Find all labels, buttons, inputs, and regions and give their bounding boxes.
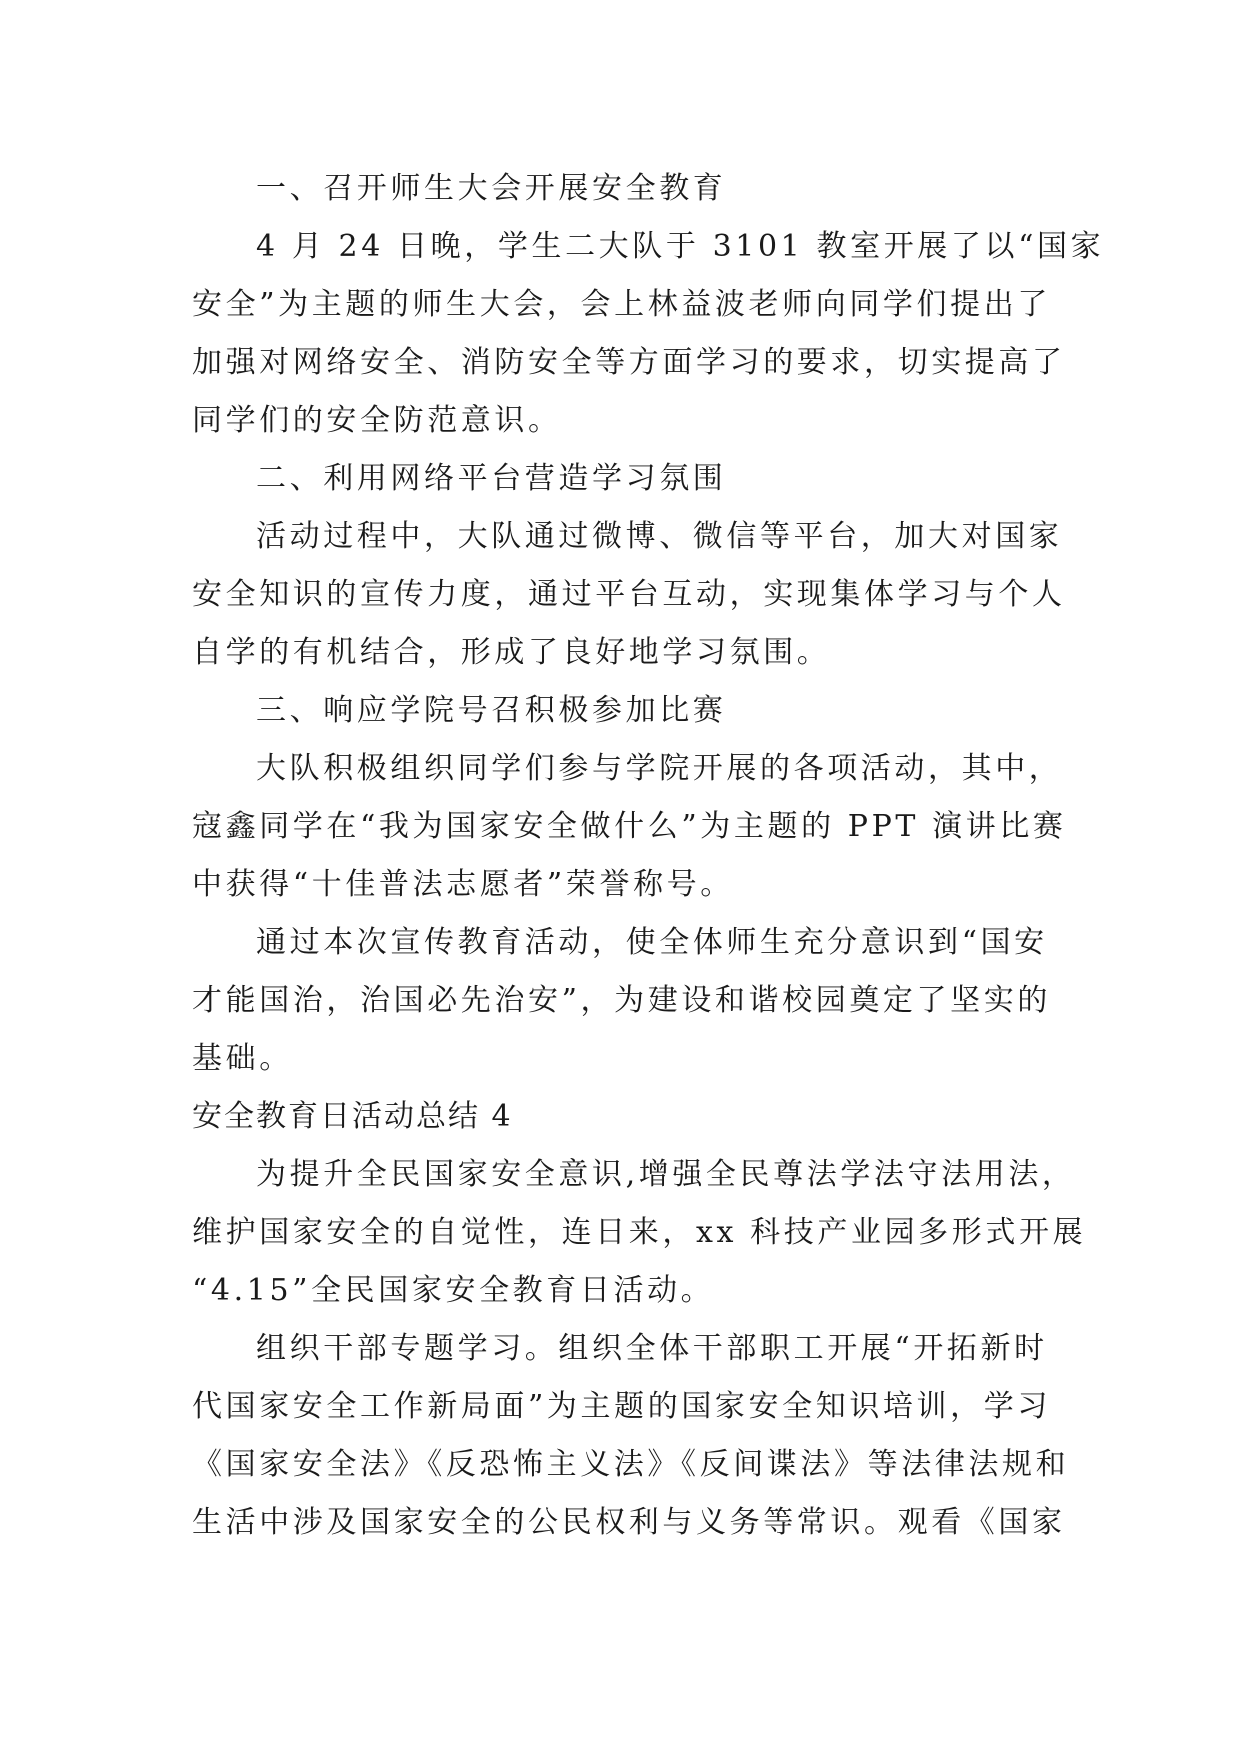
- paragraph-line: 自学的有机结合，形成了良好地学习氛围。: [192, 635, 831, 670]
- paragraph-line: 才能国治，治国必先治安”，为建设和谐校园奠定了坚实的: [192, 983, 1051, 1018]
- paragraph-line: 生活中涉及国家安全的公民权利与义务等常识。观看《国家: [192, 1505, 1066, 1540]
- paragraph-line: 同学们的安全防范意识。: [192, 403, 562, 438]
- paragraph-line: 代国家安全工作新局面”为主题的国家安全知识培训，学习: [192, 1389, 1051, 1424]
- paragraph-line: 《国家安全法》《反恐怖主义法》《反间谍法》等法律法规和: [192, 1447, 1070, 1482]
- document-body: [192, 160, 1105, 1552]
- paragraph-line: 大队积极组织同学们参与学院开展的各项活动，其中，: [256, 751, 1063, 786]
- paragraph-line: 4 月 24 日晚，学生二大队于 3101 教室开展了以“国家: [256, 229, 1105, 264]
- paragraph-line: 安全”为主题的师生大会，会上林益波老师向同学们提出了: [192, 287, 1051, 322]
- paragraph-line: 活动过程中，大队通过微博、微信等平台，加大对国家: [256, 519, 1063, 554]
- paragraph-line: 为提升全民国家安全意识,增强全民尊法学法守法用法，: [256, 1157, 1076, 1192]
- paragraph-line: 寇鑫同学在“我为国家安全做什么”为主题的 PPT 演讲比赛: [192, 809, 1067, 844]
- section-heading-2: 二、利用网络平台营造学习氛围: [256, 461, 727, 496]
- section-heading-3: 三、响应学院号召积极参加比赛: [256, 693, 727, 728]
- section-heading-1: 一、召开师生大会开展安全教育: [256, 171, 727, 206]
- paragraph-line: 通过本次宣传教育活动，使全体师生充分意识到“国安: [256, 925, 1048, 960]
- paragraph-line: “4.15”全民国家安全教育日活动。: [192, 1273, 715, 1308]
- paragraph-line: 安全知识的宣传力度，通过平台互动，实现集体学习与个人: [192, 577, 1066, 612]
- paragraph-line: 加强对网络安全、消防安全等方面学习的要求，切实提高了: [192, 345, 1066, 380]
- document-section-title: 安全教育日活动总结 4: [192, 1099, 513, 1134]
- paragraph-line: 维护国家安全的自觉性，连日来，xx 科技产业园多形式开展: [192, 1215, 1087, 1250]
- paragraph-line: 组织干部专题学习。组织全体干部职工开展“开拓新时: [256, 1331, 1048, 1366]
- paragraph-line: 中获得“十佳普法志愿者”荣誉称号。: [192, 867, 734, 902]
- paragraph-line: 基础。: [192, 1041, 293, 1076]
